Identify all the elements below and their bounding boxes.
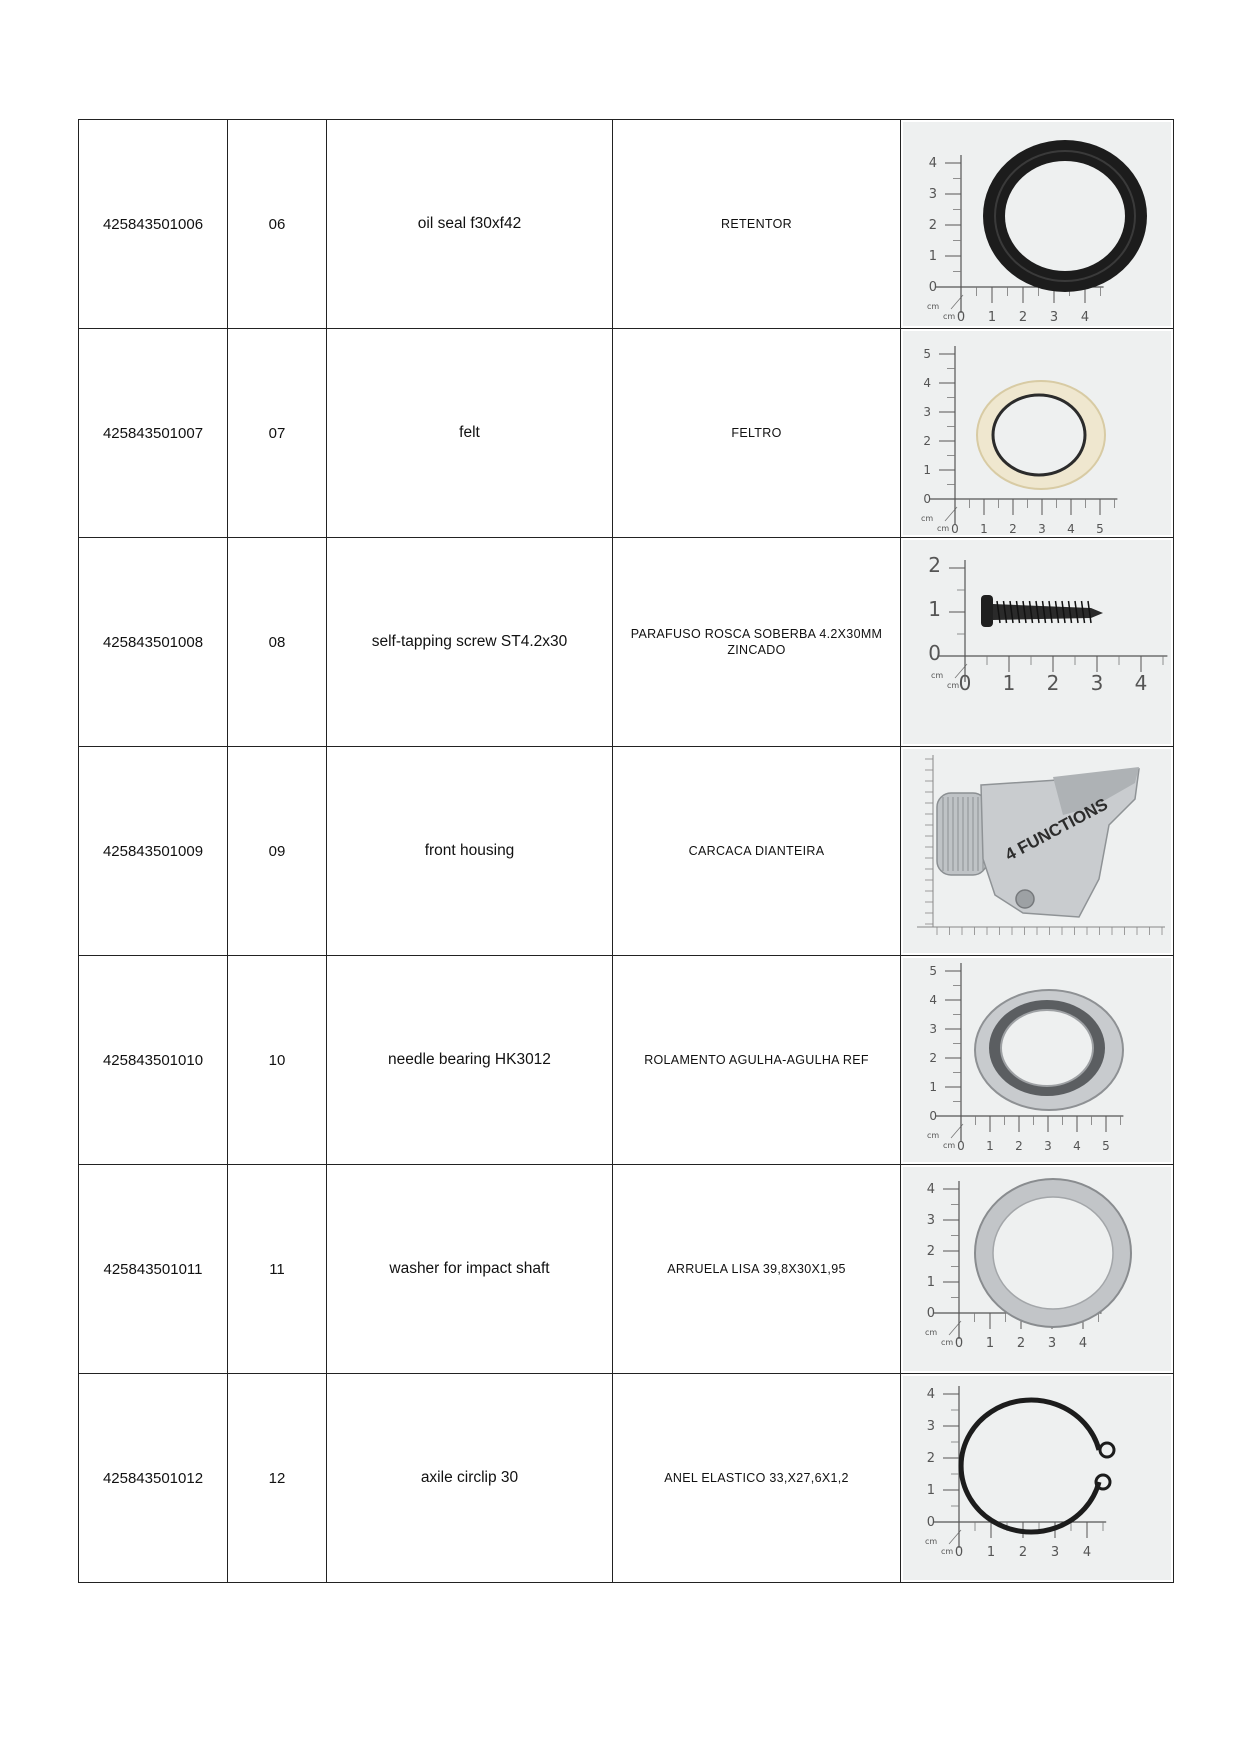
housing-gear [937, 793, 987, 875]
ruler-label: 2 [1046, 671, 1060, 695]
ruler-label: 0 [951, 522, 959, 535]
part-photo-cell [901, 538, 1174, 747]
ruler-label: 4 [1080, 310, 1090, 325]
ruler-label: 2 [928, 553, 941, 577]
ruler-unit: cm [943, 312, 956, 321]
washer-hole [993, 1197, 1113, 1309]
description-english: axile circlip 30 [327, 1374, 613, 1583]
part-code: 425843501010 [79, 956, 228, 1165]
part-code: 425843501006 [79, 120, 228, 329]
description-portuguese: RETENTOR [613, 120, 901, 329]
ruler-label: 1 [928, 249, 937, 264]
part-code: 425843501008 [79, 538, 228, 747]
table-row [79, 329, 1174, 538]
ruler-unit: cm [931, 671, 944, 680]
ruler-unit: cm [937, 524, 950, 533]
washer-photo [903, 1167, 1171, 1371]
ruler-label: 4 [1073, 1139, 1081, 1153]
needle-bearing-photo [903, 958, 1171, 1162]
description-portuguese: ARRUELA LISA 39,8X30X1,95 [613, 1165, 901, 1374]
ruler-label: 2 [1016, 1336, 1026, 1351]
part-photo-cell [901, 956, 1174, 1165]
ruler-label: 3 [926, 1213, 935, 1228]
ruler-label: 3 [928, 187, 937, 202]
ruler-label: 0 [958, 671, 972, 695]
housing-label: 4 FUNCTIONS [1001, 794, 1111, 865]
ruler-label: 0 [957, 1139, 965, 1153]
part-code: 425843501011 [79, 1165, 228, 1374]
part-photo-cell [901, 329, 1174, 538]
front-housing-photo [903, 749, 1171, 953]
screw-photo [903, 540, 1171, 744]
felt-ring-hole [993, 395, 1085, 475]
ruler-label: 3 [923, 405, 931, 419]
table-row [79, 120, 1174, 329]
ruler-label: 4 [928, 156, 937, 171]
description-portuguese: FELTRO [613, 329, 901, 538]
ruler-label: 4 [926, 1182, 935, 1197]
parts-table [78, 119, 1174, 1583]
screw-head [981, 595, 993, 627]
ruler-label: 3 [929, 1022, 937, 1036]
ruler-unit: cm [943, 1141, 956, 1150]
ruler-label: 2 [1018, 1545, 1028, 1560]
ruler-label: 5 [1096, 522, 1104, 535]
part-photo-cell [901, 120, 1174, 329]
ruler-label: 5 [929, 964, 937, 978]
ruler-label: 2 [929, 1051, 937, 1065]
ruler-label: 2 [1009, 522, 1017, 535]
position-number: 11 [228, 1165, 327, 1374]
ruler-label: 1 [928, 597, 941, 621]
ruler-label: 3 [1044, 1139, 1052, 1153]
ruler-label: 4 [1134, 671, 1148, 695]
ruler-label: 4 [1067, 522, 1075, 535]
position-number: 07 [228, 329, 327, 538]
ruler-unit: cm [941, 1547, 954, 1556]
part-photo-cell [901, 747, 1174, 956]
ruler-label: 1 [926, 1275, 935, 1290]
ruler-label: 5 [923, 347, 931, 361]
ruler-label: 1 [987, 310, 997, 325]
position-number: 08 [228, 538, 327, 747]
description-portuguese: ROLAMENTO AGULHA-AGULHA REF [613, 956, 901, 1165]
part-photo-cell [901, 1374, 1174, 1583]
position-number: 09 [228, 747, 327, 956]
ruler-label: 0 [926, 1306, 935, 1321]
ruler-label: 0 [928, 280, 937, 295]
part-code: 425843501007 [79, 329, 228, 538]
position-number: 12 [228, 1374, 327, 1583]
ruler-label: 4 [1078, 1336, 1088, 1351]
ruler-label: 1 [985, 1336, 995, 1351]
ruler-label: 1 [986, 1545, 996, 1560]
ruler-label: 4 [923, 376, 931, 390]
ruler-label: 0 [926, 1515, 935, 1530]
ruler-label: 0 [956, 310, 966, 325]
ruler-label: 2 [928, 218, 937, 233]
oil-seal-hole [1005, 161, 1125, 271]
description-english: needle bearing HK3012 [327, 956, 613, 1165]
ruler-unit: cm [925, 1328, 938, 1337]
table-row [79, 747, 1174, 956]
table-row [79, 538, 1174, 747]
ruler-label: 0 [923, 492, 931, 506]
description-english: washer for impact shaft [327, 1165, 613, 1374]
ruler-label: 3 [926, 1419, 935, 1434]
position-number: 06 [228, 120, 327, 329]
ruler-label: 4 [926, 1387, 935, 1402]
table-row [79, 1165, 1174, 1374]
part-code: 425843501009 [79, 747, 228, 956]
ruler-unit: cm [947, 681, 960, 690]
ruler-label: 3 [1038, 522, 1046, 535]
ruler-label: 1 [986, 1139, 994, 1153]
ruler-label: 0 [928, 641, 941, 665]
felt-ring-photo [903, 331, 1171, 535]
ruler-label: 1 [980, 522, 988, 535]
table-row [79, 956, 1174, 1165]
part-photo-cell [901, 1165, 1174, 1374]
ruler-label: 3 [1050, 1545, 1060, 1560]
circlip-photo [903, 1376, 1171, 1580]
ruler-label: 2 [1015, 1139, 1023, 1153]
description-portuguese: ANEL ELASTICO 33,X27,6X1,2 [613, 1374, 901, 1583]
description-portuguese: CARCACA DIANTEIRA [613, 747, 901, 956]
photo-background [903, 540, 1171, 744]
ruler-label: 0 [954, 1336, 964, 1351]
description-portuguese: PARAFUSO ROSCA SOBERBA 4.2X30MM ZINCADO [613, 538, 901, 747]
description-english: front housing [327, 747, 613, 956]
ruler-label: 2 [926, 1451, 935, 1466]
ruler-label: 5 [1102, 1139, 1110, 1153]
ruler-label: 3 [1090, 671, 1104, 695]
bearing-bore [1001, 1010, 1093, 1086]
ruler-label: 1 [1002, 671, 1016, 695]
description-english: oil seal f30xf42 [327, 120, 613, 329]
part-code: 425843501012 [79, 1374, 228, 1583]
ruler-label: 2 [1018, 310, 1028, 325]
description-english: felt [327, 329, 613, 538]
ruler-label: 3 [1049, 310, 1059, 325]
ruler-unit: cm [921, 514, 934, 523]
ruler-label: 1 [926, 1483, 935, 1498]
ruler-unit: cm [927, 302, 940, 311]
ruler-unit: cm [925, 1537, 938, 1546]
oil-seal-photo [903, 122, 1171, 326]
table-row [79, 1374, 1174, 1583]
ruler-label: 1 [923, 463, 931, 477]
ruler-label: 0 [954, 1545, 964, 1560]
ruler-label: 0 [929, 1109, 937, 1123]
ruler-unit: cm [941, 1338, 954, 1347]
ruler-label: 4 [929, 993, 937, 1007]
description-english: self-tapping screw ST4.2x30 [327, 538, 613, 747]
ruler-label: 2 [926, 1244, 935, 1259]
ruler-unit: cm [927, 1131, 940, 1140]
ruler-label: 3 [1047, 1336, 1057, 1351]
ruler-label: 4 [1082, 1545, 1092, 1560]
housing-hole [1016, 890, 1034, 908]
ruler-label: 2 [923, 434, 931, 448]
position-number: 10 [228, 956, 327, 1165]
ruler-label: 1 [929, 1080, 937, 1094]
